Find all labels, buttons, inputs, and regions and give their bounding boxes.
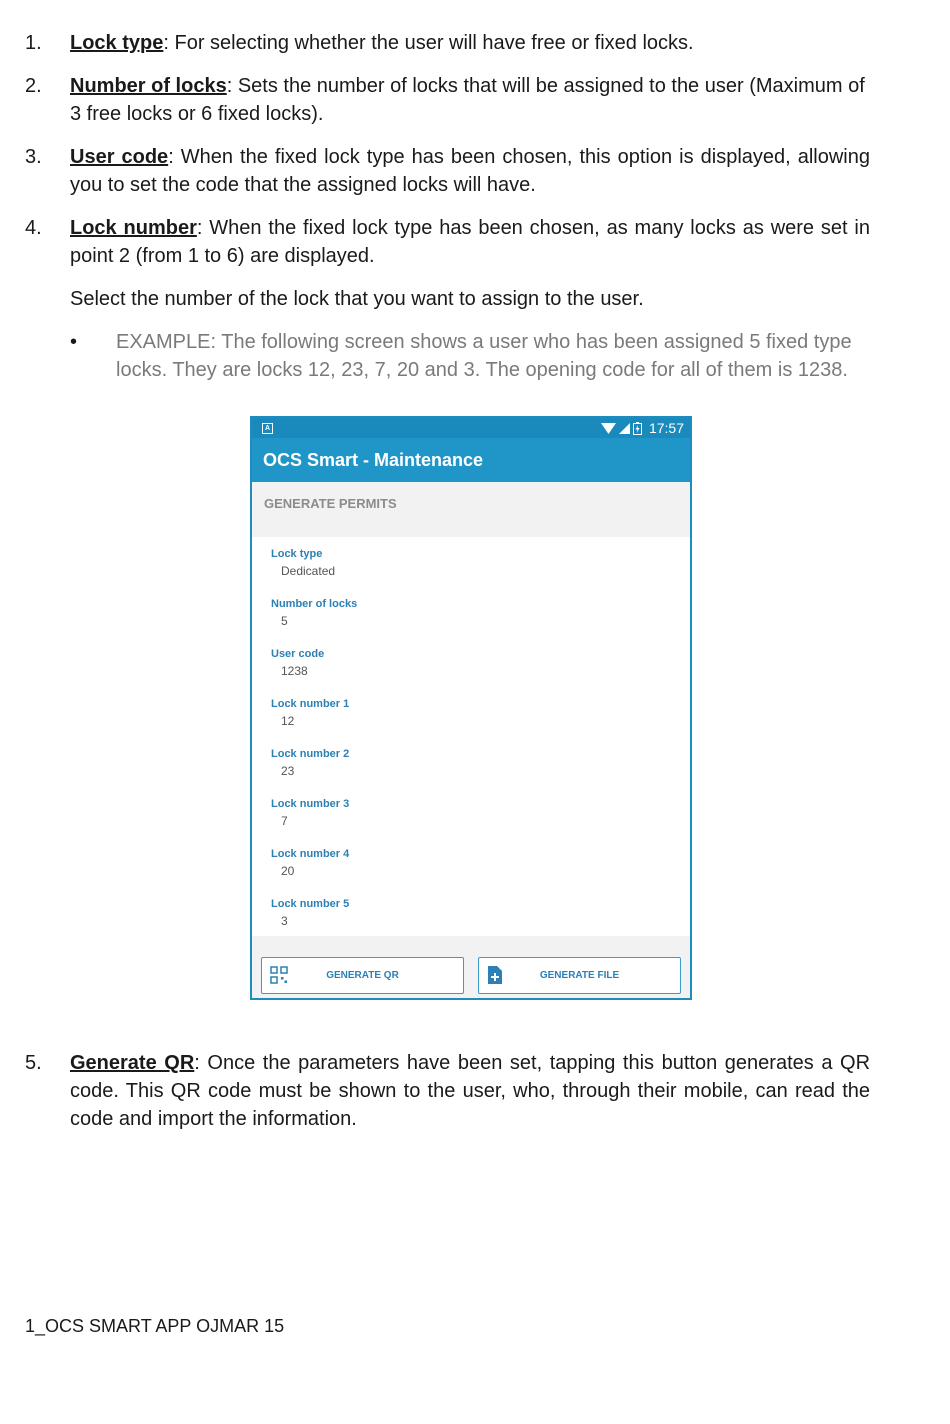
- wifi-icon: [601, 423, 616, 434]
- section-title: GENERATE PERMITS: [252, 482, 690, 537]
- list-item-2: [25, 72, 870, 128]
- field-label: Number of locks: [271, 598, 358, 610]
- battery-icon: [633, 422, 642, 435]
- item-number: 5.: [25, 1052, 42, 1074]
- field-label: Lock number 4: [271, 848, 350, 860]
- status-time: 17:57: [648, 420, 684, 436]
- list-item-4: [25, 214, 870, 270]
- field-label: Lock number 5: [271, 898, 350, 910]
- item-text: : Sets the number of locks that will be assigned to the user (Maximum of 3 free locks or 6 fixed locks).: [70, 75, 865, 125]
- field-user-code[interactable]: [271, 645, 690, 695]
- field-value: 1238: [281, 664, 308, 678]
- page-footer: 1_OCS SMART APP OJMAR 15: [25, 1316, 285, 1336]
- field-value: 12: [281, 714, 295, 728]
- field-label: Lock number 2: [271, 748, 350, 760]
- app-screenshot: [250, 416, 692, 1000]
- field-number-of-locks[interactable]: [271, 595, 690, 645]
- list-item-5: [25, 1049, 870, 1133]
- bullet-dot: •: [70, 331, 78, 353]
- item-term: Lock type: [70, 32, 164, 54]
- field-value: 7: [281, 814, 288, 828]
- list-item-1: [25, 29, 870, 57]
- field-value: 20: [281, 864, 295, 878]
- item-term: Generate QR: [70, 1052, 195, 1074]
- field-value: 3: [281, 914, 288, 928]
- field-lock-number-3[interactable]: [271, 795, 690, 845]
- generate-file-button[interactable]: [478, 957, 681, 994]
- example-text: EXAMPLE: The following screen shows a user who has been assigned 5 fixed type locks. They are locks 12, 23, 7, 20 and 3. The opening code for all of them is 1238.: [116, 331, 852, 381]
- item-term: Lock number: [70, 217, 197, 239]
- permit-fields: [252, 537, 690, 940]
- item-number: 1.: [25, 32, 42, 54]
- field-label: User code: [271, 648, 325, 660]
- generate-file-label: GENERATE FILE: [539, 970, 620, 981]
- app-title: OCS Smart - Maintenance: [252, 438, 690, 482]
- field-label: Lock number 3: [271, 798, 350, 810]
- item-term: Number of locks: [70, 75, 227, 97]
- field-value: 5: [281, 614, 288, 628]
- generate-qr-label: GENERATE QR: [326, 970, 399, 981]
- item-number: 2.: [25, 75, 42, 97]
- field-label: Lock number 1: [271, 698, 350, 710]
- item-text: : When the fixed lock type has been chosen, as many locks as were set in point 2 (from 1 to 6) are displayed.: [70, 217, 870, 267]
- instruction-text: Select the number of the lock that you want to assign to the user.: [70, 288, 644, 310]
- item-term: User code: [70, 146, 169, 168]
- generate-qr-button[interactable]: [261, 957, 464, 994]
- field-lock-number-1[interactable]: [271, 695, 690, 745]
- field-label: Lock type: [271, 548, 323, 560]
- item-text: : When the fixed lock type has been chosen, this option is displayed, allowing you to set the code that the assigned locks will have.: [70, 146, 870, 196]
- button-bar: [252, 936, 690, 998]
- status-bar: [252, 418, 690, 438]
- signal-icon: [619, 423, 630, 434]
- item-number: 4.: [25, 217, 42, 239]
- item-text: : Once the parameters have been set, tapping this button generates a QR code. This QR code must be shown to the user, who, through their mobile, can read the code and import the information.: [70, 1052, 871, 1130]
- field-value: 23: [281, 764, 295, 778]
- field-lock-number-4[interactable]: [271, 845, 690, 895]
- field-lock-type[interactable]: [271, 545, 690, 595]
- field-value: Dedicated: [281, 564, 336, 578]
- item-number: 3.: [25, 146, 42, 168]
- example-bullet: [70, 328, 870, 384]
- item-text: : For selecting whether the user will have free or fixed locks.: [163, 32, 694, 54]
- list-item-3: [25, 143, 870, 199]
- notification-icon: A: [262, 423, 273, 434]
- field-lock-number-2[interactable]: [271, 745, 690, 795]
